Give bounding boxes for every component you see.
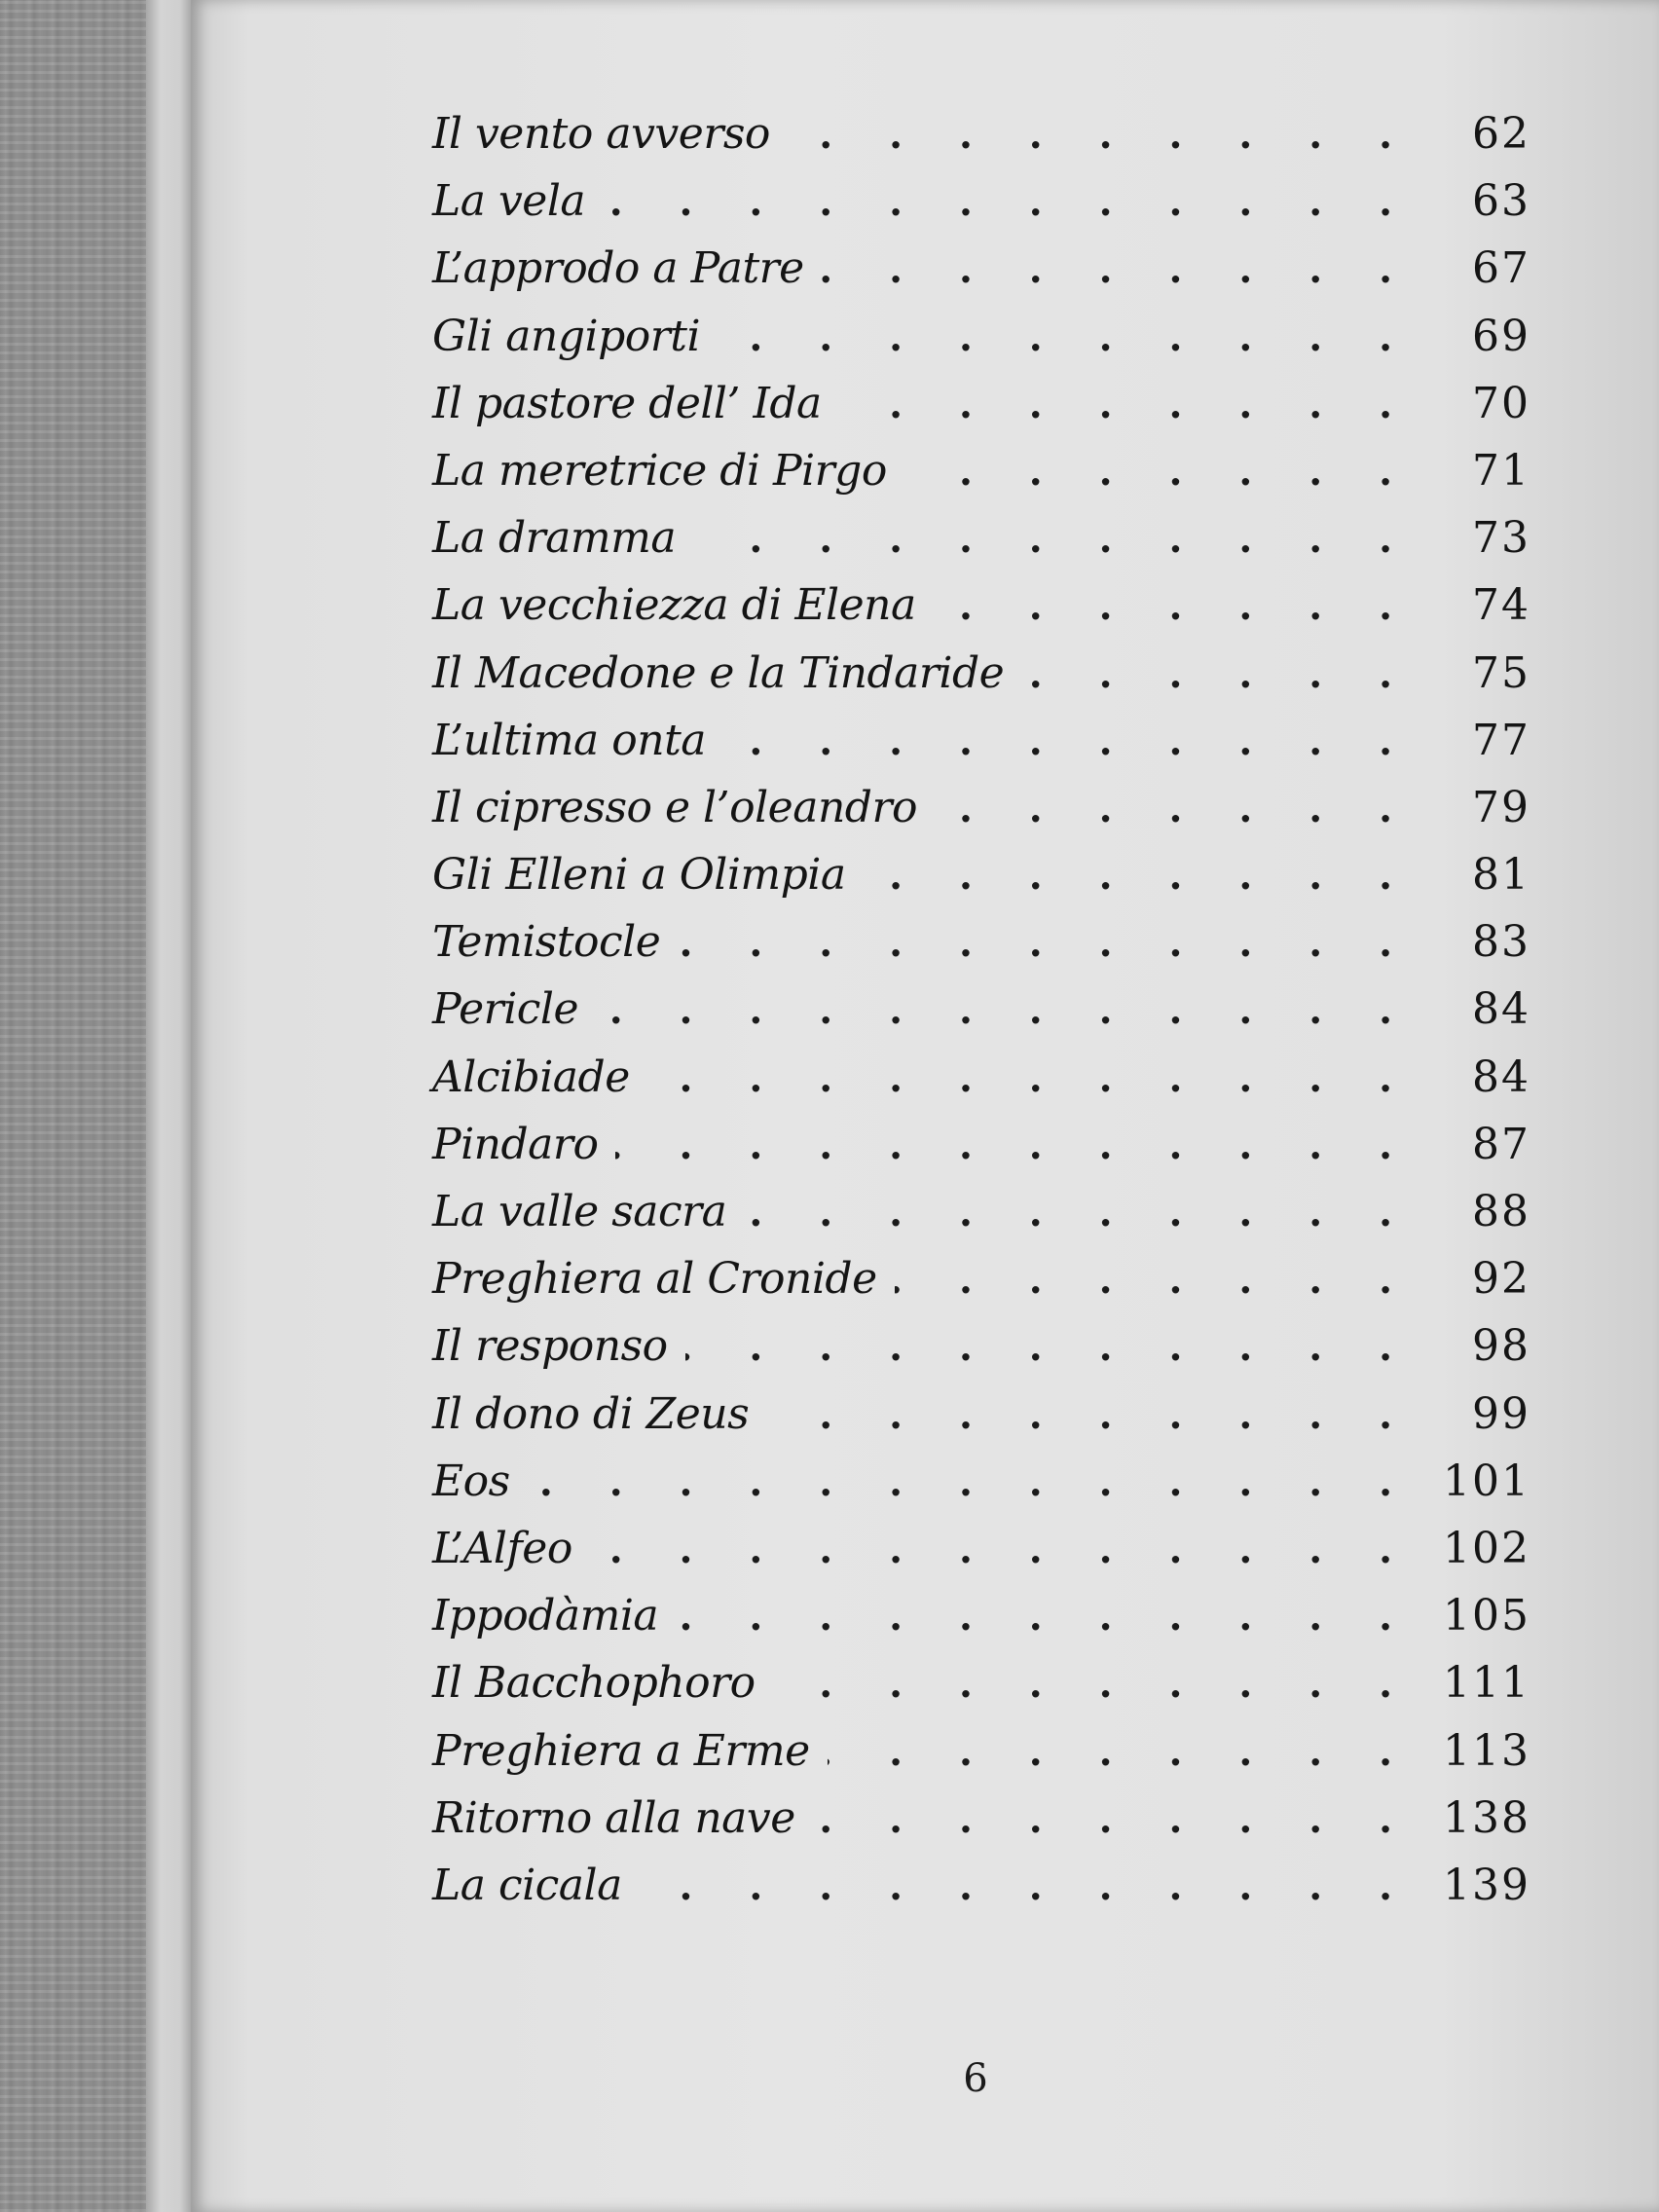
dot-leader <box>647 1055 1414 1101</box>
toc-entry <box>432 513 1530 580</box>
toc-entry-title: Il dono di Zeus <box>432 1388 750 1439</box>
toc-entry-page: 105 <box>1443 1591 1530 1641</box>
toc-entry-title: Gli Elleni a Olimpia <box>432 850 846 901</box>
toc-entry <box>432 1591 1530 1658</box>
toc-entry-title: Il vento avverso <box>432 109 770 159</box>
toc-entry-page: 102 <box>1443 1523 1530 1573</box>
toc-entry-page: 81 <box>1472 850 1530 901</box>
dot-leader <box>935 786 1414 831</box>
dot-leader <box>934 583 1414 629</box>
toc-entry <box>432 1456 1530 1524</box>
dot-leader <box>603 179 1414 225</box>
toc-entry <box>432 312 1530 379</box>
toc-entry-title: Preghiera al Cronide <box>432 1254 877 1305</box>
toc-entry <box>432 850 1530 917</box>
toc-entry <box>432 1793 1530 1861</box>
toc-entry-page: 111 <box>1443 1658 1530 1709</box>
page-number: 6 <box>963 2056 988 2101</box>
table-of-contents <box>432 109 1530 1928</box>
dot-leader <box>822 246 1414 292</box>
toc-entry-title: Gli angiporti <box>432 311 701 361</box>
toc-entry-page: 74 <box>1472 580 1530 631</box>
toc-entry-title: Il responso <box>432 1321 668 1372</box>
dot-leader <box>528 1459 1414 1505</box>
dot-leader <box>693 516 1414 562</box>
dot-leader <box>615 1123 1414 1168</box>
toc-entry-page: 71 <box>1472 445 1530 496</box>
toc-entry <box>432 1726 1530 1793</box>
toc-entry-title: L’Alfeo <box>432 1523 572 1573</box>
toc-entry-title: Il Bacchophoro <box>432 1658 756 1709</box>
dot-leader <box>590 1527 1414 1572</box>
toc-entry-page: 98 <box>1472 1321 1530 1372</box>
toc-entry-title: La vela <box>432 176 586 227</box>
toc-entry <box>432 1052 1530 1120</box>
toc-entry-title: La vecchiezza di Elena <box>432 580 916 631</box>
toc-entry <box>432 109 1530 176</box>
toc-entry-title: La valle sacra <box>432 1187 727 1236</box>
toc-entry-title: La cicala <box>432 1860 622 1910</box>
toc-entry <box>432 917 1530 984</box>
dot-leader <box>744 1190 1414 1235</box>
dot-leader <box>828 1729 1414 1775</box>
dot-leader <box>813 1796 1414 1842</box>
toc-entry-page: 73 <box>1472 513 1530 564</box>
toc-entry-page: 69 <box>1472 311 1530 361</box>
toc-entry <box>432 1254 1530 1321</box>
toc-entry-page: 79 <box>1472 782 1530 832</box>
toc-entry-page: 84 <box>1472 1051 1530 1102</box>
toc-entry <box>432 1321 1530 1388</box>
dot-leader <box>640 1863 1414 1909</box>
dot-leader <box>788 112 1414 158</box>
dot-leader <box>723 719 1414 764</box>
toc-entry-page: 138 <box>1443 1792 1530 1843</box>
toc-entry-page: 84 <box>1472 984 1530 1035</box>
toc-entry-title: Il cipresso e l’oleandro <box>432 782 917 832</box>
toc-entry <box>432 243 1530 311</box>
book-binding <box>0 0 164 2212</box>
toc-entry-page: 88 <box>1472 1187 1530 1236</box>
toc-entry <box>432 648 1530 716</box>
toc-entry <box>432 580 1530 647</box>
toc-entry-page: 92 <box>1472 1254 1530 1305</box>
toc-entry-page: 70 <box>1472 378 1530 428</box>
toc-entry <box>432 379 1530 446</box>
toc-entry-page: 87 <box>1472 1119 1530 1169</box>
toc-entry-title: Ippodàmia <box>432 1591 659 1641</box>
toc-entry-title: L’ultima onta <box>432 715 707 765</box>
dot-leader <box>685 1324 1414 1370</box>
toc-entry-page: 63 <box>1472 176 1530 227</box>
toc-entry-title: La meretrice di Pirgo <box>432 445 887 496</box>
toc-entry-title: Temistocle <box>432 917 661 968</box>
toc-entry <box>432 1389 1530 1456</box>
toc-entry-page: 75 <box>1472 647 1530 698</box>
toc-entry-page: 77 <box>1472 715 1530 765</box>
toc-entry-page: 101 <box>1443 1456 1530 1506</box>
toc-entry-page: 113 <box>1443 1725 1530 1776</box>
dot-leader <box>773 1661 1414 1707</box>
dot-leader <box>839 382 1414 427</box>
toc-entry <box>432 1524 1530 1591</box>
dot-leader <box>904 449 1414 495</box>
toc-entry <box>432 1861 1530 1928</box>
toc-entry <box>432 1187 1530 1254</box>
dot-leader <box>718 314 1414 360</box>
dot-leader <box>678 920 1414 966</box>
toc-entry-title: Il pastore dell’ Ida <box>432 378 822 428</box>
toc-entry-title: Pindaro <box>432 1119 599 1169</box>
toc-entry-title: Pericle <box>432 984 579 1035</box>
toc-entry <box>432 783 1530 850</box>
toc-entry-page: 67 <box>1472 243 1530 294</box>
toc-entry <box>432 1658 1530 1725</box>
toc-entry <box>432 984 1530 1051</box>
dot-leader <box>766 1392 1414 1438</box>
toc-entry <box>432 1120 1530 1187</box>
dot-leader <box>1021 651 1414 697</box>
toc-entry-title: L’approdo a Patre <box>432 243 804 294</box>
toc-entry-title: Il Macedone e la Tindaride <box>432 647 1005 698</box>
dot-leader <box>676 1594 1414 1640</box>
dot-leader <box>895 1257 1414 1303</box>
toc-entry-page: 139 <box>1443 1860 1530 1910</box>
cover-board-edge <box>146 0 195 2212</box>
dot-leader <box>864 853 1414 899</box>
toc-entry-title: Preghiera a Erme <box>432 1725 810 1776</box>
toc-entry <box>432 716 1530 783</box>
toc-entry-title: Eos <box>432 1456 510 1506</box>
toc-entry-page: 62 <box>1472 109 1530 159</box>
toc-entry <box>432 446 1530 513</box>
dot-leader <box>596 987 1414 1033</box>
toc-entry-title: Alcibiade <box>432 1051 630 1102</box>
toc-entry-title: Ritorno alla nave <box>432 1792 795 1843</box>
toc-entry-page: 83 <box>1472 917 1530 968</box>
toc-entry-page: 99 <box>1472 1388 1530 1439</box>
toc-entry-title: La dramma <box>432 513 677 564</box>
toc-entry <box>432 176 1530 243</box>
